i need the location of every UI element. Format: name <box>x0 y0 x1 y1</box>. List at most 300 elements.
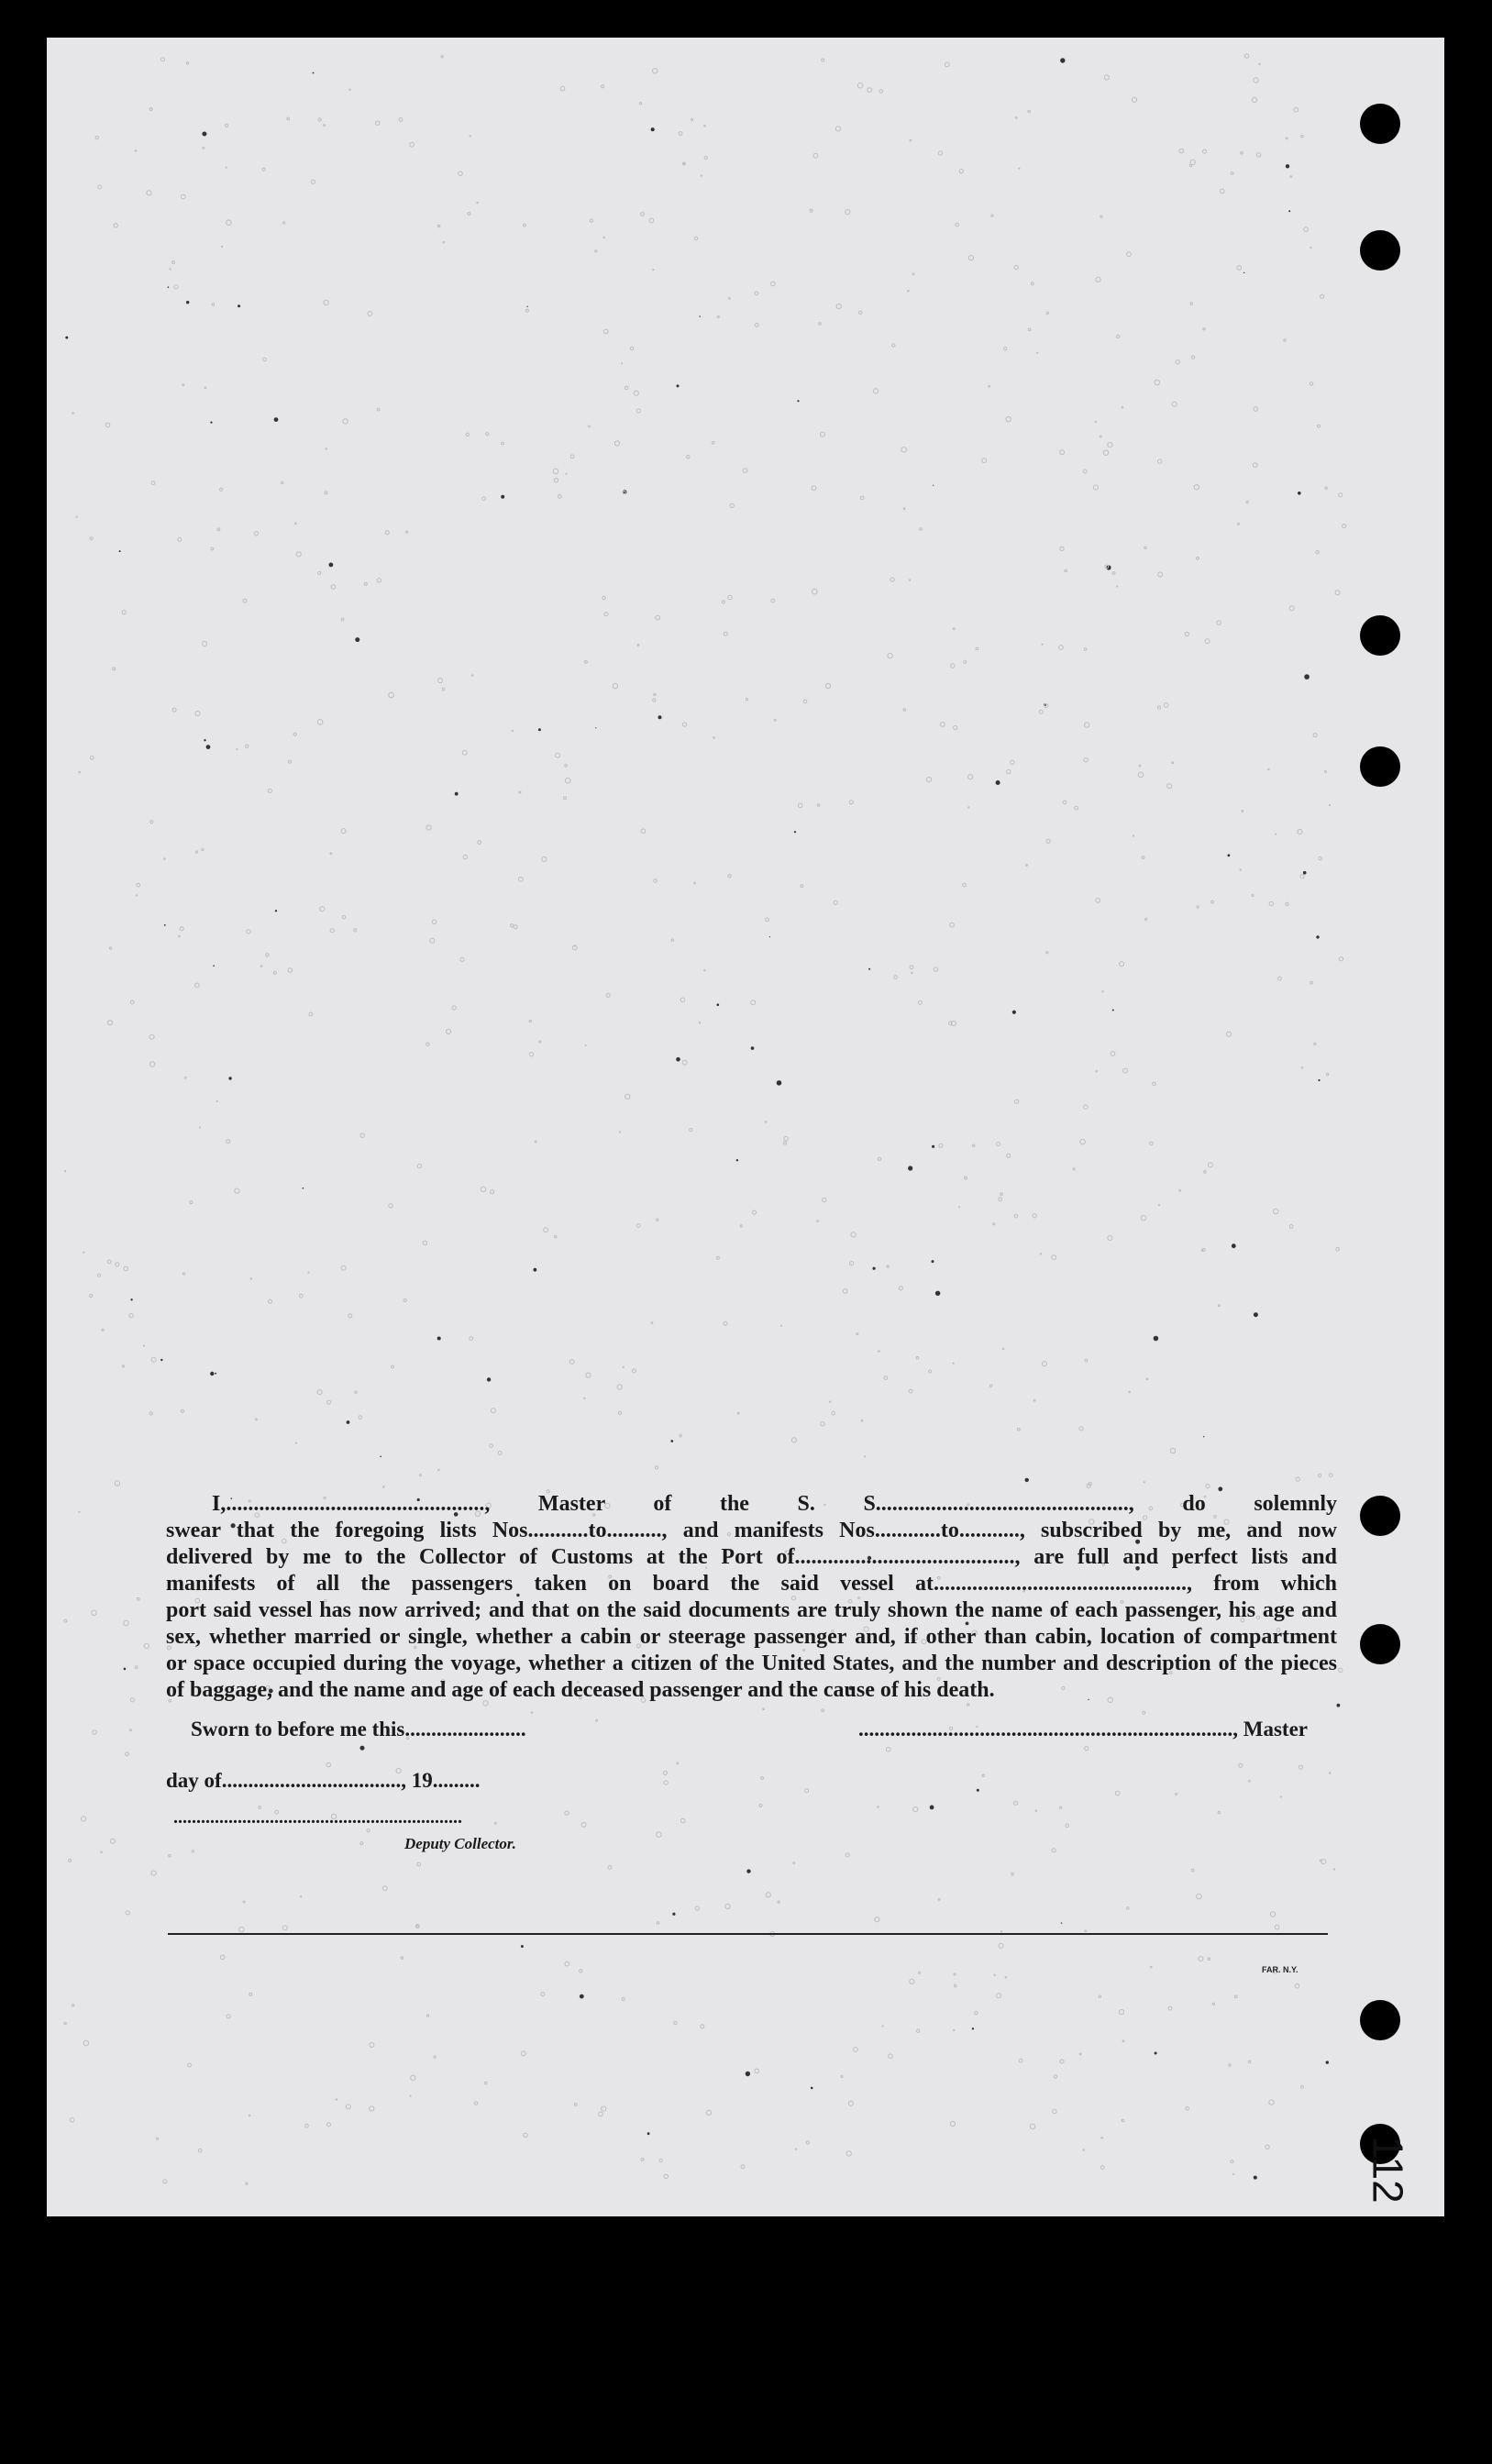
speckle-dot <box>851 1232 856 1237</box>
speckle-dot <box>1190 303 1193 305</box>
speckle-dot <box>288 760 291 763</box>
speckle-dot <box>482 497 486 501</box>
speckle-dot <box>1102 991 1103 992</box>
speckle-dot <box>343 419 348 424</box>
speckle-dot <box>1132 97 1136 102</box>
speckle-dot <box>699 1022 700 1023</box>
speckle-dot <box>1103 450 1108 455</box>
speckle-dot <box>149 1412 152 1415</box>
speckle-dot <box>1286 138 1288 139</box>
speckle-dot <box>647 2132 650 2135</box>
speckle-dot <box>346 2105 350 2109</box>
speckle-dot <box>163 2180 167 2183</box>
speckle-dot <box>821 432 825 436</box>
speckle-dot <box>565 1811 569 1815</box>
speckle-dot <box>149 1034 154 1039</box>
speckle-dot <box>1154 1336 1159 1342</box>
speckle-dot <box>938 1898 940 1900</box>
speckle-dot <box>849 801 853 804</box>
speckle-dot <box>901 447 907 453</box>
speckle-dot <box>441 56 443 58</box>
speckle-dot <box>887 1265 889 1267</box>
speckle-dot <box>848 2101 853 2105</box>
speckle-dot <box>318 571 321 574</box>
speckle-dot <box>830 1401 831 1402</box>
speckle-dot <box>950 923 955 927</box>
speckle-dot <box>419 1475 421 1476</box>
speckle-dot <box>882 2026 883 2027</box>
speckle-dot <box>771 282 776 286</box>
speckle-dot <box>812 486 816 491</box>
speckle-dot <box>151 481 155 485</box>
speckle-dot <box>514 925 517 929</box>
speckle-dot <box>908 291 910 293</box>
speckle-dot <box>1112 572 1115 575</box>
speckle-dot <box>199 1127 200 1128</box>
speckle-dot <box>1336 1248 1340 1252</box>
speckle-dot <box>179 935 181 937</box>
speckle-dot <box>892 344 895 347</box>
speckle-dot <box>531 1712 533 1714</box>
speckle-dot <box>651 1322 653 1324</box>
bottom-rule <box>168 1933 1328 1935</box>
speckle-dot <box>1240 869 1241 870</box>
speckle-dot <box>519 877 524 881</box>
speckle-dot <box>912 972 913 974</box>
speckle-dot <box>618 1411 621 1414</box>
speckle-dot <box>1111 1052 1115 1056</box>
speckle-dot <box>535 1141 536 1143</box>
speckle-dot <box>430 938 435 943</box>
speckle-dot <box>1304 227 1309 232</box>
speckle-dot <box>161 58 165 61</box>
speckle-dot <box>570 455 574 459</box>
speckle-dot <box>1320 1860 1321 1862</box>
speckle-dot <box>602 596 605 599</box>
speckle-dot <box>301 1896 302 1897</box>
speckle-dot <box>761 1777 764 1780</box>
speckle-dot <box>170 269 171 270</box>
speckle-dot <box>1059 646 1064 650</box>
speckle-dot <box>746 1869 750 1873</box>
speckle-dot <box>1037 352 1038 353</box>
speckle-dot <box>107 1260 111 1264</box>
speckle-dot <box>728 875 731 878</box>
speckle-dot <box>79 1511 80 1512</box>
speckle-dot <box>438 225 440 227</box>
oath-line: delivered by me to the Collector of Customs at the Port of........................................, are full and perfect lists and <box>166 1545 1337 1569</box>
speckle-dot <box>868 968 870 970</box>
speckle-dot <box>1304 674 1310 680</box>
speckle-dot <box>215 1373 216 1375</box>
speckle-dot <box>766 1893 770 1897</box>
speckle-dot <box>759 1804 762 1807</box>
speckle-dot <box>432 920 437 924</box>
speckle-dot <box>90 756 94 759</box>
speckle-dot <box>83 1252 84 1253</box>
speckle-dot <box>126 1911 129 1915</box>
speckle-dot <box>736 1159 738 1161</box>
speckle-dot <box>1085 1930 1087 1932</box>
speckle-dot <box>1231 2160 1233 2163</box>
speckle-dot <box>246 2182 248 2184</box>
speckle-dot <box>1108 1236 1112 1241</box>
speckle-dot <box>1075 806 1078 810</box>
speckle-dot <box>360 1133 364 1137</box>
speckle-dot <box>130 1298 132 1300</box>
speckle-dot <box>861 1420 863 1421</box>
speckle-dot <box>953 1363 954 1364</box>
speckle-dot <box>939 1144 943 1147</box>
speckle-dot <box>1033 1399 1035 1401</box>
speckle-dot <box>954 1984 956 1987</box>
speckle-dot <box>1191 356 1194 359</box>
speckle-dot <box>649 218 654 223</box>
speckle-dot <box>1079 2053 1081 2055</box>
speckle-dot <box>917 2029 920 2032</box>
speckle-dot <box>309 1012 313 1016</box>
speckle-dot <box>932 1145 934 1148</box>
speckle-dot <box>1289 1225 1293 1229</box>
speckle-dot <box>349 89 350 90</box>
speckle-dot <box>102 1329 104 1331</box>
speckle-dot <box>1030 2124 1034 2128</box>
speckle-dot <box>1096 1071 1098 1073</box>
speckle-dot <box>1326 1073 1328 1075</box>
speckle-dot <box>999 1943 1003 1948</box>
speckle-dot <box>1208 1958 1210 1961</box>
speckle-dot <box>544 1228 548 1232</box>
speckle-dot <box>442 688 445 691</box>
speckle-dot <box>376 121 380 125</box>
speckle-dot <box>1244 54 1248 58</box>
speckle-dot <box>1096 277 1100 282</box>
speckle-dot <box>1157 706 1160 709</box>
speckle-dot <box>850 1262 854 1265</box>
speckle-dot <box>806 2141 809 2144</box>
speckle-dot <box>1217 621 1221 625</box>
speckle-dot <box>1083 470 1087 473</box>
speckle-dot <box>1158 572 1163 577</box>
speckle-dot <box>614 441 619 446</box>
speckle-dot <box>1146 1378 1148 1380</box>
speckle-dot <box>1201 1250 1203 1252</box>
speckle-dot <box>1164 703 1168 708</box>
speckle-dot <box>370 2106 374 2111</box>
speckle-dot <box>1028 328 1031 331</box>
speckle-dot <box>794 831 796 833</box>
speckle-dot <box>1115 1791 1120 1796</box>
speckle-dot <box>360 1746 365 1751</box>
speckle-dot <box>617 1385 622 1389</box>
speckle-dot <box>529 1020 531 1022</box>
speckle-dot <box>706 2110 711 2115</box>
speckle-dot <box>1060 2060 1064 2063</box>
speckle-dot <box>604 613 608 616</box>
speckle-dot <box>903 508 905 510</box>
speckle-dot <box>180 927 183 931</box>
speckle-dot <box>481 1187 485 1191</box>
speckle-dot <box>294 523 296 525</box>
speckle-dot <box>991 215 993 216</box>
speckle-dot <box>1280 1796 1281 1797</box>
oath-line: manifests of all the passengers taken on board the said vessel at.............................................., from which <box>166 1572 1337 1596</box>
speckle-dot <box>751 1000 756 1005</box>
speckle-dot <box>311 180 315 183</box>
speckle-dot <box>119 550 121 552</box>
speckle-dot <box>107 1021 112 1025</box>
speckle-dot <box>1329 1474 1332 1477</box>
speckle-dot <box>519 791 521 793</box>
speckle-dot <box>951 664 955 668</box>
speckle-dot <box>204 387 206 389</box>
oath-line: sex, whether married or single, whether a cabin or steerage passenger and, if other than cabin, location of compartment <box>166 1625 1337 1649</box>
speckle-dot <box>1155 2052 1157 2055</box>
speckle-dot <box>903 709 906 712</box>
speckle-dot <box>929 1370 932 1373</box>
speckle-dot <box>989 385 990 387</box>
speckle-dot <box>186 301 189 304</box>
speckle-dot <box>239 1928 244 1932</box>
speckle-dot <box>249 2115 250 2116</box>
speckle-dot <box>293 733 296 735</box>
speckle-dot <box>1310 248 1311 249</box>
speckle-dot <box>1249 1780 1251 1782</box>
speckle-dot <box>1035 1810 1037 1812</box>
speckle-dot <box>743 469 747 473</box>
speckle-dot <box>836 304 841 309</box>
speckle-dot <box>109 947 111 949</box>
speckle-dot <box>220 488 223 491</box>
speckle-dot <box>1269 901 1273 905</box>
speckle-dot <box>797 400 799 402</box>
speckle-dot <box>989 1385 991 1387</box>
speckle-dot <box>124 1620 129 1626</box>
speckle-dot <box>269 1299 272 1303</box>
speckle-dot <box>968 256 973 260</box>
speckle-dot <box>1117 586 1118 587</box>
speckle-dot <box>192 1851 193 1852</box>
speckle-dot <box>1052 1849 1055 1852</box>
speckle-dot <box>1168 2006 1172 2010</box>
speckle-dot <box>282 481 283 483</box>
speckle-dot <box>554 479 558 482</box>
speckle-dot <box>1053 2109 1056 2113</box>
speckle-dot <box>740 1225 742 1227</box>
speckle-dot <box>841 2076 843 2078</box>
speckle-dot <box>940 723 945 727</box>
speckle-dot <box>529 1053 533 1056</box>
master-signature-line: ......................................................................., Master <box>858 1718 1308 1740</box>
speckle-dot <box>717 1003 720 1006</box>
speckle-dot <box>327 1400 331 1404</box>
speckle-dot <box>399 118 403 122</box>
speckle-dot <box>385 531 389 535</box>
speckle-dot <box>825 683 830 688</box>
speckle-dot <box>250 1278 252 1280</box>
speckle-dot <box>1012 1011 1016 1014</box>
oath-line: port said vessel has now arrived; and that on the said documents are truly shown the name of each passenger, his age and <box>166 1598 1337 1622</box>
binder-hole <box>1360 746 1400 787</box>
speckle-dot <box>976 647 978 650</box>
speckle-dot <box>1253 463 1257 468</box>
speckle-dot <box>213 965 215 967</box>
speckle-dot <box>691 118 692 120</box>
speckle-dot <box>1179 1189 1181 1191</box>
speckle-dot <box>1054 2075 1056 2078</box>
speckle-dot <box>1127 252 1132 257</box>
speckle-dot <box>664 2174 668 2178</box>
speckle-dot <box>657 1922 658 1924</box>
speckle-dot <box>954 1973 956 1975</box>
speckle-dot <box>1085 1747 1089 1751</box>
speckle-dot <box>846 2151 851 2156</box>
speckle-dot <box>348 1314 352 1318</box>
speckle-dot <box>834 901 837 904</box>
speckle-dot <box>1239 1763 1243 1767</box>
speckle-dot <box>1296 1477 1299 1481</box>
speckle-dot <box>879 1351 880 1353</box>
speckle-dot <box>993 1223 995 1225</box>
speckle-dot <box>228 1077 231 1079</box>
speckle-dot <box>746 2072 750 2076</box>
speckle-dot <box>521 1945 524 1948</box>
binder-hole <box>1360 104 1400 144</box>
speckle-dot <box>1096 898 1100 902</box>
speckle-dot <box>116 1263 119 1266</box>
speckle-dot <box>1256 153 1260 157</box>
speckle-dot <box>174 285 178 289</box>
speckle-dot <box>1019 2059 1022 2062</box>
speckle-dot <box>204 739 205 741</box>
speckle-dot <box>1060 58 1065 62</box>
speckle-dot <box>1094 485 1099 490</box>
speckle-dot <box>1197 906 1199 908</box>
speckle-dot <box>331 585 336 590</box>
speckle-dot <box>1259 63 1260 64</box>
speckle-dot <box>144 1643 149 1648</box>
speckle-dot <box>110 1839 115 1843</box>
speckle-dot <box>994 1974 995 1975</box>
speckle-dot <box>717 1256 720 1259</box>
speckle-dot <box>1011 760 1014 764</box>
speckle-dot <box>135 150 137 152</box>
speckle-dot <box>755 324 758 327</box>
speckle-dot <box>1333 1869 1334 1870</box>
speckle-dot <box>996 780 1000 785</box>
speckle-dot <box>637 644 639 646</box>
speckle-dot <box>1241 152 1243 155</box>
speckle-dot <box>1139 765 1141 767</box>
speckle-dot <box>512 730 513 731</box>
sworn-before-line: Sworn to before me this....................... <box>191 1718 526 1740</box>
speckle-dot <box>90 537 93 540</box>
speckle-dot <box>982 459 987 463</box>
speckle-dot <box>246 745 249 747</box>
speckle-dot <box>963 883 967 887</box>
speckle-dot <box>801 885 803 888</box>
speckle-dot <box>1060 1807 1062 1808</box>
speckle-dot <box>203 642 207 646</box>
speckle-dot <box>564 797 567 800</box>
speckle-dot <box>72 413 74 414</box>
speckle-dot <box>198 2149 202 2152</box>
speckle-dot <box>913 1807 918 1812</box>
speckle-dot <box>1254 2176 1257 2180</box>
speckle-dot <box>137 883 140 887</box>
speckle-dot <box>566 473 567 474</box>
speckle-dot <box>565 765 568 768</box>
speckle-dot <box>82 1817 86 1821</box>
speckle-dot <box>930 1806 934 1810</box>
speckle-dot <box>1212 2003 1214 2005</box>
speckle-dot <box>364 582 367 585</box>
speckle-dot <box>821 1422 824 1426</box>
speckle-dot <box>101 1851 103 1853</box>
speckle-dot <box>227 2015 230 2018</box>
speckle-dot <box>657 1832 662 1838</box>
speckle-dot <box>1298 830 1302 834</box>
speckle-dot <box>585 660 588 663</box>
speckle-dot <box>653 699 656 702</box>
speckle-dot <box>211 547 214 550</box>
speckle-dot <box>641 2158 644 2160</box>
speckle-dot <box>958 1207 959 1208</box>
speckle-dot <box>437 1337 441 1341</box>
speckle-dot <box>613 683 617 688</box>
speckle-dot <box>1275 1925 1279 1929</box>
speckle-dot <box>1122 2040 1124 2042</box>
speckle-dot <box>657 1219 658 1221</box>
binder-hole <box>1360 2000 1400 2040</box>
speckle-dot <box>912 273 914 275</box>
speckle-dot <box>916 1357 919 1360</box>
speckle-dot <box>491 1409 495 1413</box>
day-of-line: day of.................................., 19......... <box>166 1769 481 1792</box>
speckle-dot <box>1326 2061 1329 2063</box>
speckle-dot <box>494 1822 496 1824</box>
speckle-dot <box>606 993 610 997</box>
speckle-dot <box>367 1829 370 1832</box>
speckle-dot <box>1316 551 1319 554</box>
speckle-dot <box>172 261 175 264</box>
speckle-dot <box>226 124 228 127</box>
speckle-dot <box>701 2025 704 2028</box>
speckle-dot <box>949 1022 953 1025</box>
speckle-dot <box>149 108 152 111</box>
speckle-dot <box>1101 2137 1103 2138</box>
speckle-dot <box>656 615 660 620</box>
speckle-dot <box>620 1132 621 1133</box>
speckle-dot <box>873 1267 876 1270</box>
speckle-dot <box>478 841 481 845</box>
speckle-dot <box>282 1926 287 1930</box>
speckle-dot <box>873 389 878 393</box>
speckle-dot <box>964 1177 967 1179</box>
speckle-dot <box>967 1704 969 1707</box>
speckle-dot <box>136 895 137 896</box>
speckle-dot <box>704 156 707 159</box>
speckle-dot <box>704 970 705 971</box>
speckle-dot <box>1099 1995 1100 1997</box>
speckle-dot <box>355 637 359 642</box>
speckle-dot <box>664 1781 668 1784</box>
speckle-dot <box>459 171 463 176</box>
speckle-dot <box>238 304 240 307</box>
speckle-dot <box>717 316 719 318</box>
speckle-dot <box>1205 639 1210 644</box>
speckle-dot <box>1243 272 1244 273</box>
